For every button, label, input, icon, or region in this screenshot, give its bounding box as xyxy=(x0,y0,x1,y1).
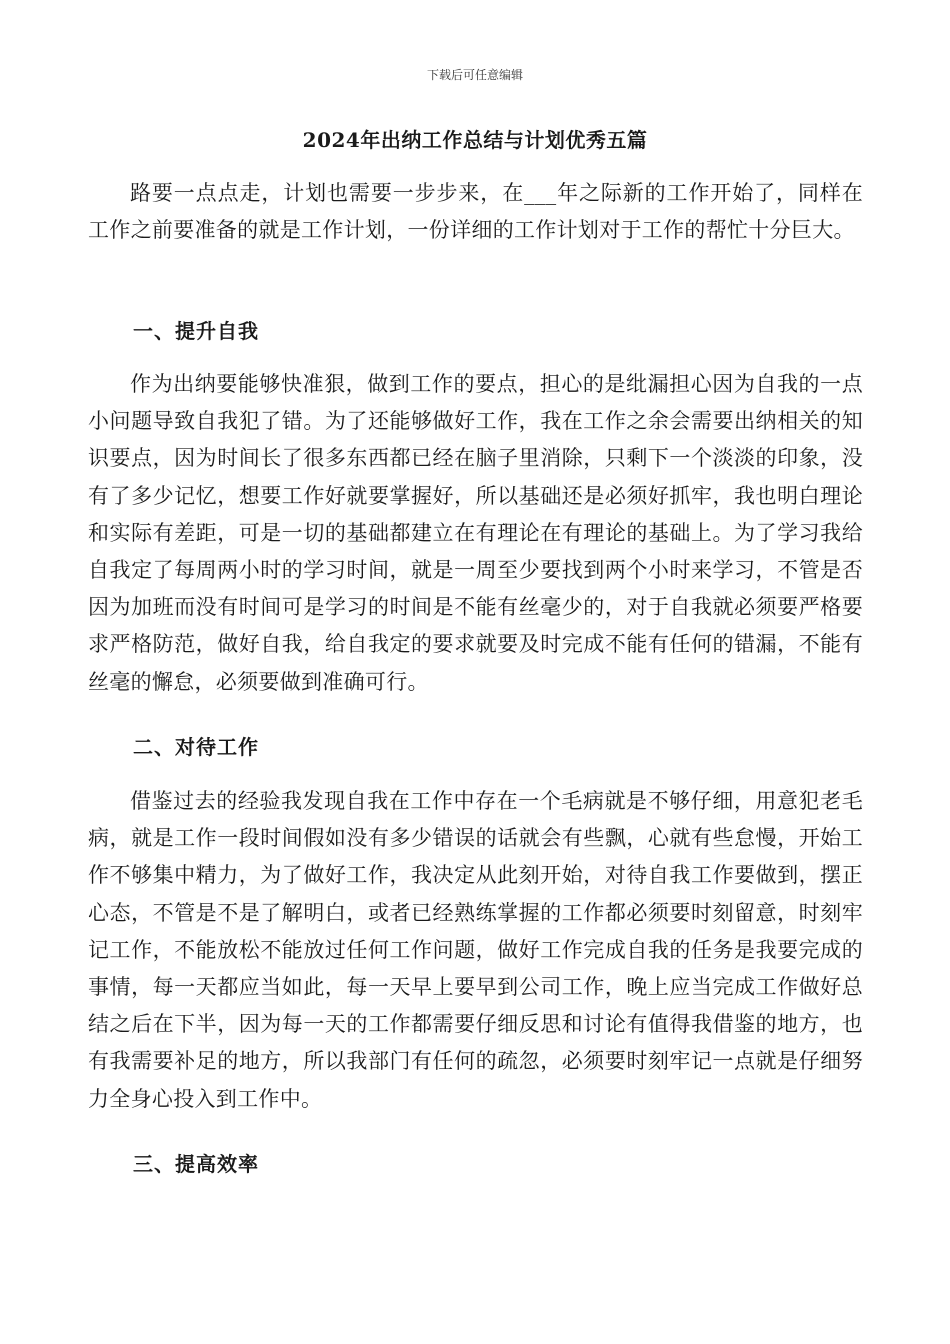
section-body-block-2 xyxy=(88,783,863,1118)
section-heading-2: 二、对待工作 xyxy=(133,735,259,759)
section-heading-1: 一、提升自我 xyxy=(133,319,259,343)
intro-paragraph: 路要一点点走，计划也需要一步步来，在___年之际新的工作开始了，同样在工作之前要准备的就是工作计划，一份详细的工作计划对于工作的帮忙十分巨大。 xyxy=(88,181,863,243)
intro-paragraph-block xyxy=(88,175,863,249)
document-title: 2024年出纳工作总结与计划优秀五篇 xyxy=(302,128,648,152)
section-body-block-1 xyxy=(88,366,863,701)
header-note: 下载后可任意编辑 xyxy=(426,68,523,82)
section-body-2: 借鉴过去的经验我发现自我在工作中存在一个毛病就是不够仔细，用意犯老毛病，就是工作一段时间假如没有多少错误的话就会有些飘，心就有些怠慢，开始工作不够集中精力，为了做好工作，我决定从此刻开始，对待自我工作要做到，摆正心态，不管是不是了解明白，或者已经熟练掌握的工作都必须要时刻留意，时刻牢记工作，不能放松不能放过任何工作问题，做好工作完成自我的任务是我要完成的事情，每一天都应当如此，每一天早上要早到公司工作，晚上应当完成工作做好总结之后在下半，因为每一天的工作都需要仔细反思和讨论有值得我借鉴的地方，也有我需要补足的地方，所以我部门有任何的疏忽，必须要时刻牢记一点就是仔细努力全身心投入到工作中。 xyxy=(88,789,863,1111)
section-body-1: 作为出纳要能够快准狠，做到工作的要点，担心的是纰漏担心因为自我的一点小问题导致自我犯了错。为了还能够做好工作，我在工作之余会需要出纳相关的知识要点，因为时间长了很多东西都已经在脑子里消除，只剩下一个淡淡的印象，没有了多少记忆，想要工作好就要掌握好，所以基础还是必须好抓牢，我也明白理论和实际有差距，可是一切的基础都建立在有理论在有理论的基础上。为了学习我给自我定了每周两小时的学习时间，就是一周至少要找到两个小时来学习，不管是否因为加班而没有时间可是学习的时间是不能有丝毫少的，对于自我就必须要严格要求严格防范，做好自我，给自我定的要求就要及时完成不能有任何的错漏，不能有丝毫的懈怠，必须要做到准确可行。 xyxy=(88,372,863,694)
section-heading-3: 三、提高效率 xyxy=(133,1152,259,1176)
